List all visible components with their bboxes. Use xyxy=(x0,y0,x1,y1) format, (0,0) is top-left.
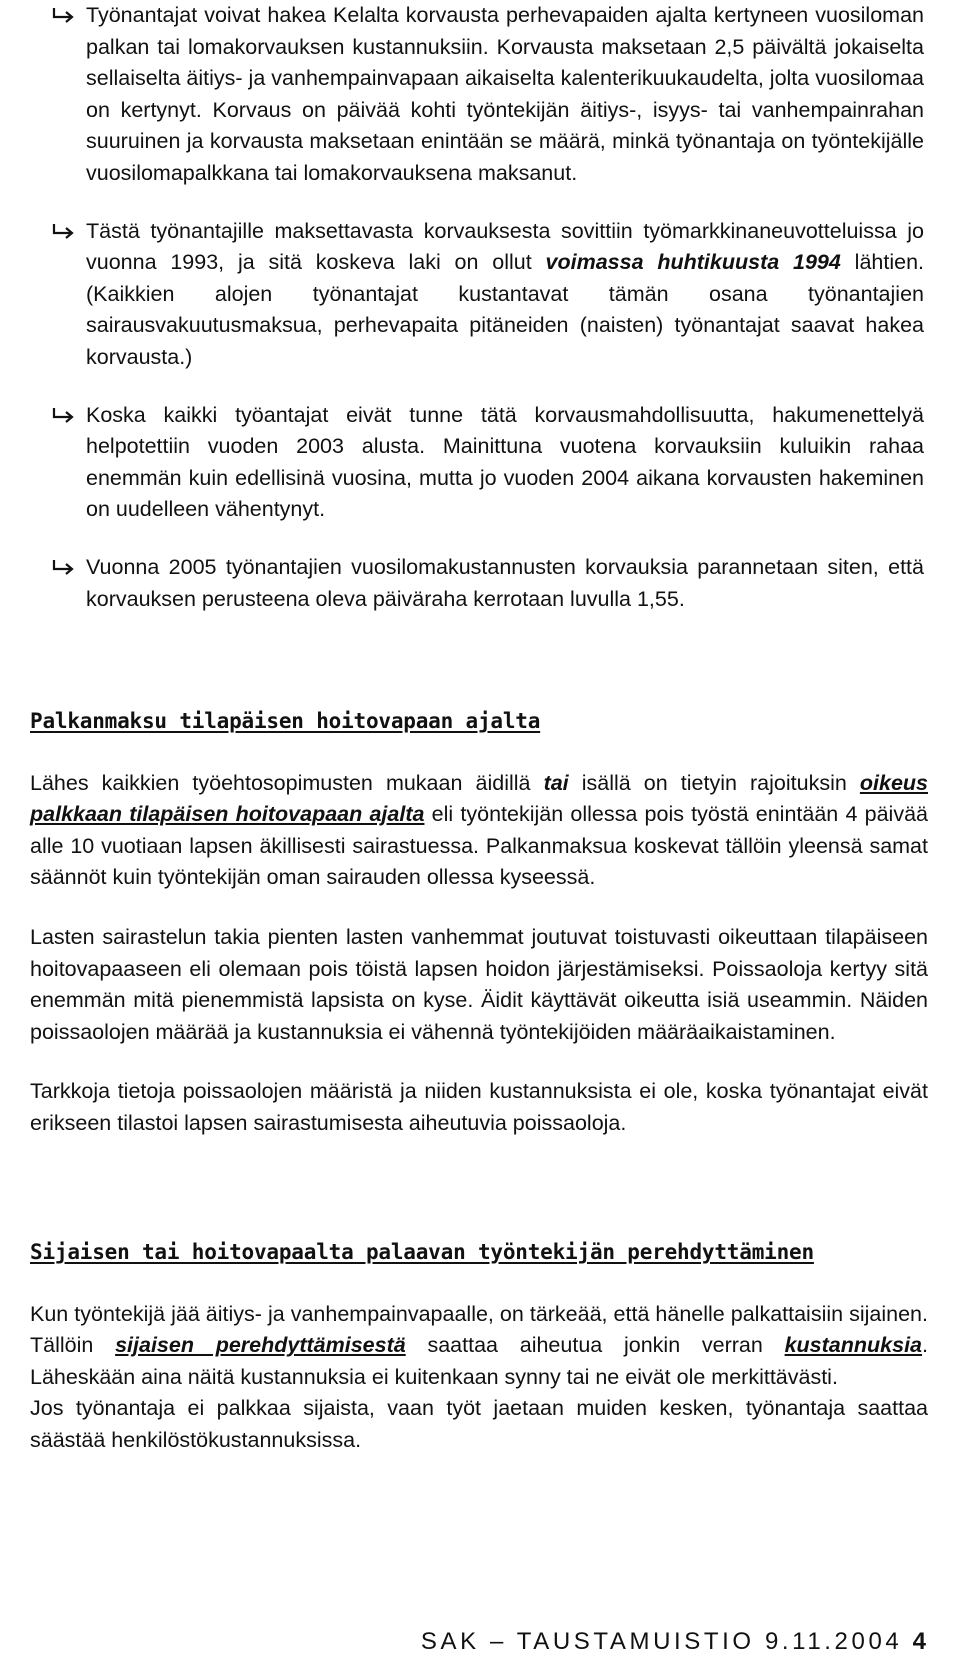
bullet-item xyxy=(52,400,924,526)
page-number: 4 xyxy=(912,1628,926,1655)
bullet-text: Tästä työnantajille maksettavasta korvauksesta sovittiin työmarkkinaneuvotteluissa jo vuonna 1993, ja sitä koskeva laki on ollut xyxy=(86,218,924,275)
bullet-list xyxy=(52,0,924,615)
paragraph xyxy=(30,1299,928,1394)
bullet-text: lähtien. (Kaikkien alojen työnantajat kustantavat tämän osana työnantajien sairausvakuutusmaksua, perhevapaita pitäneiden (naisten) työnantajat saavat hakea korvausta.) xyxy=(86,250,925,369)
bullet-emphasis: voimassa huhtikuusta 1994 xyxy=(545,250,841,275)
text-run: Lähes kaikkien työehtosopimusten mukaan äidillä xyxy=(30,770,544,795)
text-run: . Läheskään aina näitä kustannuksia ei kuitenkaan synny tai ne eivät ole merkittävästi. xyxy=(30,1333,928,1389)
section-substitute-orientation xyxy=(30,1237,928,1457)
bullet-text: Koska kaikki työantajat eivät tunne tätä korvausmahdollisuutta, hakumenettelyä helpotettiin vuoden 2003 alusta. Mainittuna vuotena korvauksiin kuluikin rahaa enemmän kuin edellisinä vuosina, mutta jo vuoden 2004 aikana korvausten hakeminen on uudelleen vähentynyt. xyxy=(86,402,924,522)
arrow-bullet-icon xyxy=(52,6,76,24)
section-heading: Palkanmaksu tilapäisen hoitovapaan ajalta xyxy=(30,709,541,733)
arrow-bullet-icon xyxy=(52,222,76,240)
bullet-item xyxy=(52,552,924,615)
arrow-bullet-icon xyxy=(52,558,76,576)
arrow-bullet-icon xyxy=(52,406,76,424)
bullet-item xyxy=(52,0,924,190)
page-footer xyxy=(421,1628,926,1656)
paragraph: Tarkkoja tietoja poissaolojen määristä ja niiden kustannuksista ei ole, koska työnantajat eivät erikseen tilastoi lapsen sairastumisesta aiheutuvia poissaoloja. xyxy=(30,1079,928,1135)
text-run: Kun työntekijä jää äitiys- ja vanhempainvapaalle, on tärkeää, että hänelle palkattaisiin sijainen. Tällöin xyxy=(30,1301,928,1358)
paragraph xyxy=(30,768,928,894)
section-temporary-care-leave xyxy=(30,706,928,1140)
bullet-text: Vuonna 2005 työnantajien vuosilomakustannusten korvauksia parannetaan siten, että korvauksen perusteena oleva päiväraha kerrotaan luvulla 1,55. xyxy=(86,554,924,611)
section-heading: Sijaisen tai hoitovapaalta palaavan työntekijän perehdyttäminen xyxy=(30,1240,814,1264)
paragraph: Lasten sairastelun takia pienten lasten vanhemmat joutuvat toistuvasti oikeuttaan tilapäiseen hoitovapaaseen eli olemaan pois töistä lapsen hoidon järjestämiseksi. Poissaoloja kertyy sitä enemmän mitä pienemmistä lapsista on kyse. Äidit käyttävät oikeutta isiä useammin. Näiden poissaolojen määrää ja kustannuksia ei vähennä työntekijöiden määräaikaistaminen. xyxy=(30,924,928,1044)
text-emphasis: sijaisen perehdyttämisestä xyxy=(115,1333,406,1358)
text-run: isällä on tietyin rajoituksin xyxy=(568,770,860,795)
text-emphasis: oikeus palkkaan tilapäisen hoitovapaan ajalta xyxy=(30,770,929,827)
text-emphasis: kustannuksia xyxy=(784,1333,923,1358)
bullet-text: Työnantajat voivat hakea Kelalta korvausta perhevapaiden ajalta kertyneen vuosiloman palkan tai lomakorvauksen kustannuksiin. Korvausta maksetaan 2,5 päivältä jokaiselta sellaiselta äitiys- ja vanhempainvapaan aikaiselta kalenterikuukaudelta, jolta vuosilomaa on kertynyt. Korvaus on päivää kohti työntekijän äitiys-, isyys- tai vanhempainrahan suuruinen ja korvausta maksetaan enintään se määrä, minkä työnantaja on työntekijälle vuosilomapalkkana tai lomakorvauksena maksanut. xyxy=(86,3,924,185)
text-emphasis: tai xyxy=(543,770,569,795)
text-run: eli työntekijän ollessa pois työstä enintään 4 päivää alle 10 vuotiaan lapsen äkillisesti sairastuessa. Palkanmaksua koskevat tällöin yleensä samat säännöt kuin työntekijän oman sairauden ollessa kyseessä. xyxy=(30,802,928,890)
paragraph: Jos työnantaja ei palkkaa sijaista, vaan työt jaetaan muiden kesken, työnantaja saattaa säästää henkilöstökustannuksissa. xyxy=(30,1396,928,1452)
text-run: saattaa aiheutua jonkin verran xyxy=(405,1333,785,1358)
bullet-item xyxy=(52,216,924,374)
footer-label: SAK – TAUSTAMUISTIO 9.11.2004 xyxy=(420,1628,903,1655)
